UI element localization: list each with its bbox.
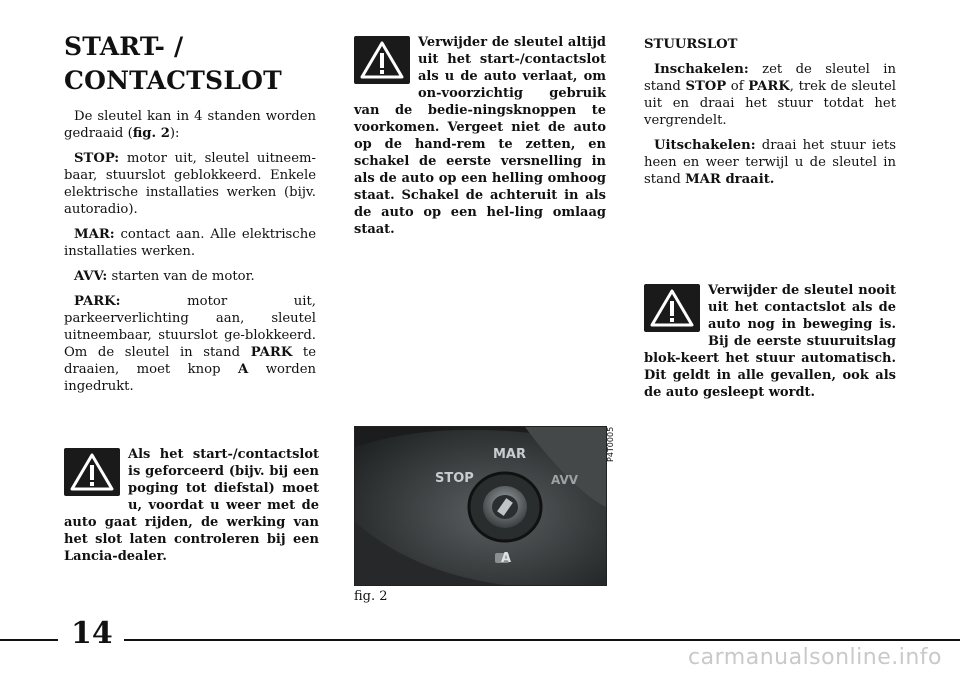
warning-1-text: Als het start-/contactslot is geforceerd (bijv. bij een poging tot diefstal) moet u, voordat u weer met de auto gaat rijden, de werking van het slot laten controleren bij een Lancia-dealer.	[64, 447, 319, 564]
warning-2-text: Verwijder de sleutel altijd uit het start-/contactslot als u de auto verlaat, om on-voorzichtig gebruik van de bedie-ningsknoppen te voorkomen. Vergeet niet de auto op de hand-rem te zetten, en schakel de eerste versnelling in als de auto op een helling omhoog staat. Schakel de achteruit in als de auto op een hel-ling omlaag staat.	[354, 35, 606, 237]
avv-position-label: AVV	[551, 473, 579, 487]
stop-label: STOP:	[74, 151, 120, 166]
column-3-text	[644, 36, 896, 196]
warning-triangle-icon	[644, 284, 700, 332]
warning-box-remove-key	[354, 34, 606, 238]
warning-triangle-icon	[354, 36, 410, 84]
warning-box-lock-forced	[64, 446, 319, 565]
park-paragraph: PARK: motor uit, parkeerverlichting aan, sleutel uitneembaar, stuurslot ge-blokkeerd. Om de sleutel in stand PARK te draaien, moet knop A worden ingedrukt.	[64, 294, 317, 394]
lock-off-label: Uitschakelen:	[654, 138, 756, 153]
figure-code: P4T0005	[606, 426, 615, 462]
lock-off-paragraph: Uitschakelen: draai het stuur iets heen en weer terwijl u de sleutel in stand MAR draait.	[644, 138, 896, 187]
footer-rule-right	[124, 639, 960, 641]
column-1-text	[64, 108, 316, 403]
lock-on-label: Inschakelen:	[654, 62, 749, 77]
button-a-label: A	[501, 551, 512, 566]
figure-caption: fig. 2	[354, 589, 388, 604]
stop-paragraph: STOP: motor uit, sleutel uitneem-baar, stuurslot geblokkeerd. Enkele elektrische installaties werken (bijv. autoradio).	[64, 151, 316, 217]
mar-label: MAR:	[74, 227, 115, 242]
park-label: PARK:	[74, 294, 121, 309]
avv-paragraph: AVV: starten van de motor.	[74, 269, 255, 284]
heading-line-2: CONTACTSLOT	[64, 66, 282, 95]
watermark-text: carmanualsonline.info	[688, 645, 942, 670]
section-heading	[64, 30, 314, 98]
page-number: 14	[71, 616, 113, 651]
stop-position-label: STOP	[435, 471, 474, 486]
ignition-photo-illustration	[355, 427, 606, 585]
fig-reference: fig. 2	[132, 126, 170, 141]
intro-paragraph: De sleutel kan in 4 standen worden gedraaid (fig. 2):	[64, 109, 316, 141]
avv-label: AVV:	[74, 269, 108, 284]
heading-line-1: START- /	[64, 32, 184, 61]
warning-triangle-icon	[64, 448, 120, 496]
warning-box-key-moving	[644, 282, 896, 401]
mar-position-label: MAR	[493, 447, 527, 462]
steering-lock-title: STUURSLOT	[644, 37, 738, 52]
mar-paragraph: MAR: contact aan. Alle elektrische installaties werken.	[64, 227, 316, 259]
footer-rule-left	[0, 639, 58, 641]
ignition-switch-photo	[354, 426, 607, 586]
warning-3-text: Verwijder de sleutel nooit uit het contactslot als de auto nog in beweging is. Bij de eerste stuuruitslag blok-keert het stuur automatisch. Dit geldt in alle gevallen, ook als de auto gesleept wordt.	[644, 283, 896, 400]
lock-on-paragraph: Inschakelen: zet de sleutel in stand STOP of PARK, trek de sleutel uit en draai het stuur totdat het vergrendelt.	[644, 62, 896, 128]
